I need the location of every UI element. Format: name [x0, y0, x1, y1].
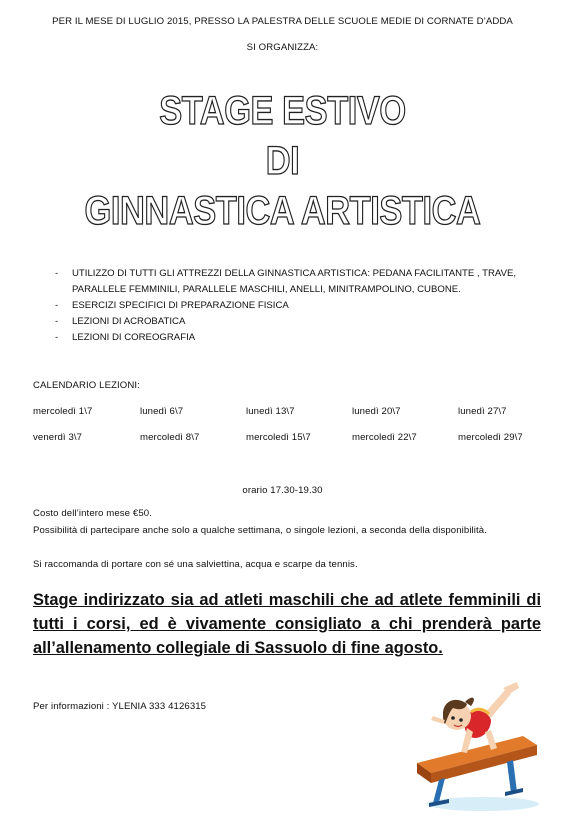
- gymnast-on-balance-beam-icon: [405, 680, 555, 815]
- recommendation-text: Si raccomanda di portare con sé una salviettina, acqua e scarpe da tennis.: [33, 559, 358, 570]
- list-item: [55, 266, 525, 298]
- calendar-date: lunedì 20\7: [352, 406, 401, 417]
- calendar-date: mercoledì 22\7: [352, 432, 417, 443]
- list-dash: -: [55, 332, 59, 343]
- cost-note: Possibilità di partecipare anche solo a qualche settimana, o singole lezioni, a seconda della disponibilità.: [33, 525, 487, 536]
- calendar-date: mercoledì 8\7: [140, 432, 200, 443]
- calendar-date: mercoledì 15\7: [246, 432, 311, 443]
- title-line-1: STAGE ESTIVO: [159, 89, 406, 133]
- list-dash: -: [55, 316, 59, 327]
- header-line-1: PER IL MESE DI LUGLIO 2015, PRESSO LA PALESTRA DELLE SCUOLE MEDIE DI CORNATE D’ADDA: [52, 16, 513, 27]
- contact-info: Per informazioni : YLENIA 333 4126315: [33, 701, 207, 712]
- list-item: [55, 298, 525, 314]
- activities-list: [55, 266, 525, 346]
- calendar-date: mercoledì 29\7: [458, 432, 523, 443]
- schedule-time: orario 17.30-19.30: [242, 485, 323, 496]
- cost-line: Costo dell’intero mese €50.: [33, 508, 152, 519]
- calendar-date: lunedì 27\7: [458, 406, 507, 417]
- header-line-2: SI ORGANIZZA:: [246, 42, 319, 53]
- highlight-text: Stage indirizzato sia ad atleti maschili che ad atlete femminili di tutti i corsi, ed è vivamente consigliato a chi prenderà parte all’allenamento collegiale di Sassuolo di fine agosto.: [33, 591, 541, 657]
- list-item-text: LEZIONI DI COREOGRAFIA: [72, 332, 196, 343]
- title-line-3: GINNASTICA ARTISTICA: [84, 189, 481, 233]
- list-dash: -: [55, 300, 59, 311]
- calendar-date: mercoledì 1\7: [33, 406, 93, 417]
- calendar-label: CALENDARIO LEZIONI:: [33, 380, 140, 391]
- list-item-text: LEZIONI DI ACROBATICA: [72, 316, 186, 327]
- calendar-date: venerdì 3\7: [33, 432, 83, 443]
- list-item: [55, 314, 525, 330]
- list-dash: -: [55, 268, 59, 279]
- list-item: [55, 330, 525, 346]
- calendar-date: lunedì 6\7: [140, 406, 184, 417]
- list-item-text: ESERCIZI SPECIFICI DI PREPARAZIONE FISICA: [72, 300, 289, 311]
- calendar-date: lunedì 13\7: [246, 406, 295, 417]
- list-item-text: UTILIZZO DI TUTTI GLI ATTREZZI DELLA GINNASTICA ARTISTICA: PEDANA FACILITANTE , TRAVE, PARALLELE FEMMINILI, PARALLELE MASCHILI, ANELLI, MINITRAMPOLINO, CUBONE.: [72, 268, 517, 295]
- title-line-2: DI: [265, 139, 300, 183]
